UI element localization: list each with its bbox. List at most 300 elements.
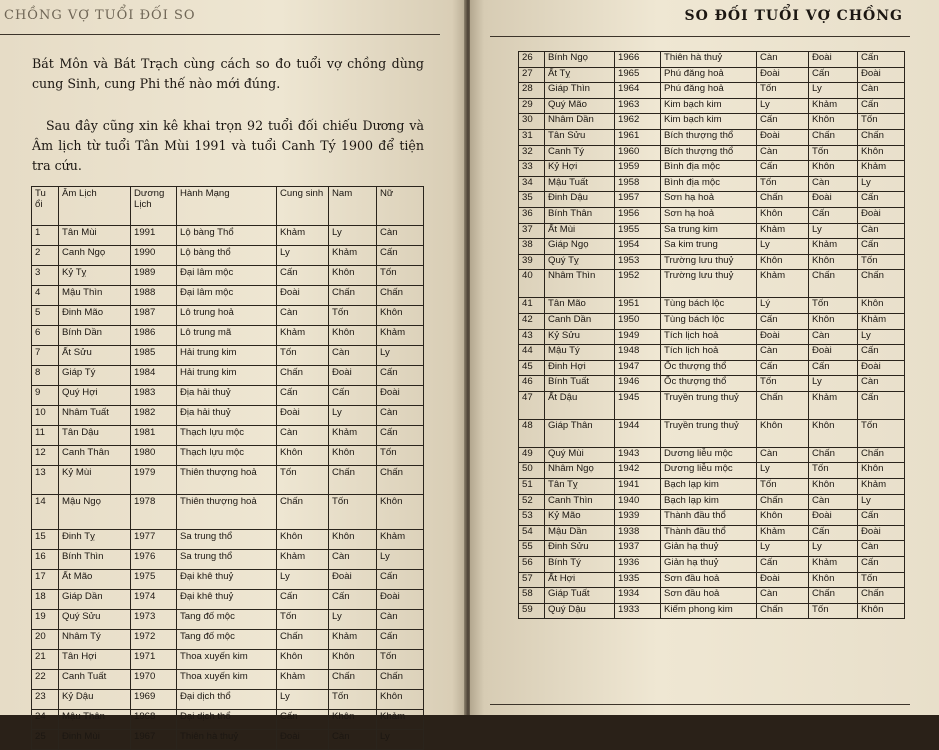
- cell-duong-lich: 1957: [615, 192, 661, 208]
- cell-am-lich: Bính Tý: [545, 557, 615, 573]
- cell-duong-lich: 1984: [131, 366, 177, 386]
- cell-am-lich: Đinh Mùi: [59, 730, 131, 750]
- table-row: [519, 603, 905, 619]
- table-row: [32, 590, 424, 610]
- cell-cung-sinh: Chấn: [757, 494, 809, 510]
- right-header-rule: [490, 36, 910, 37]
- cell-number: 14: [32, 495, 59, 530]
- left-age-table: [31, 186, 424, 750]
- cell-am-lich: Bính Thân: [545, 207, 615, 223]
- cell-am-lich: Quý Dậu: [545, 603, 615, 619]
- cell-number: 19: [32, 610, 59, 630]
- cell-am-lich: Mậu Tý: [545, 345, 615, 361]
- cell-number: 51: [519, 479, 545, 495]
- cell-duong-lich: 1963: [615, 98, 661, 114]
- cell-number: 10: [32, 406, 59, 426]
- cell-hanh-mang: Ốc thượng thổ: [661, 376, 757, 392]
- cell-nu: Đoài: [858, 67, 905, 83]
- cell-duong-lich: 1977: [131, 530, 177, 550]
- table-row: [32, 426, 424, 446]
- cell-nam: Đoài: [329, 570, 377, 590]
- cell-number: 7: [32, 346, 59, 366]
- cell-nu: Tốn: [858, 419, 905, 447]
- table-row: [32, 226, 424, 246]
- cell-duong-lich: 1973: [131, 610, 177, 630]
- cell-cung-sinh: Khảm: [277, 670, 329, 690]
- cell-nu: Ly: [858, 176, 905, 192]
- table-row: [32, 670, 424, 690]
- cell-nam: Ly: [329, 406, 377, 426]
- cell-am-lich: Ất Dậu: [545, 391, 615, 419]
- cell-hanh-mang: Sơn đầu hoả: [661, 572, 757, 588]
- cell-cung-sinh: Khảm: [757, 223, 809, 239]
- cell-nu: Cấn: [377, 426, 424, 446]
- table-row: [519, 391, 905, 419]
- cell-hanh-mang: Sa trung thổ: [177, 530, 277, 550]
- table-row: [519, 176, 905, 192]
- cell-am-lich: Đinh Mão: [59, 306, 131, 326]
- table-header-row: [32, 187, 424, 226]
- table-row: [32, 550, 424, 570]
- cell-number: 23: [32, 690, 59, 710]
- cell-nam: Khôn: [329, 266, 377, 286]
- col-header-hanh-mang: Hành Mạng: [177, 187, 277, 226]
- cell-duong-lich: 1964: [615, 83, 661, 99]
- cell-am-lich: Ất Sửu: [59, 346, 131, 366]
- cell-hanh-mang: Đại lâm mộc: [177, 266, 277, 286]
- table-row: [519, 114, 905, 130]
- cell-cung-sinh: Đoài: [757, 329, 809, 345]
- table-row: [519, 588, 905, 604]
- cell-nam: Ly: [329, 610, 377, 630]
- table-row: [519, 360, 905, 376]
- cell-am-lich: Quý Hợi: [59, 386, 131, 406]
- cell-hanh-mang: Thiên hà thuỷ: [177, 730, 277, 750]
- left-header-rule: [0, 34, 440, 35]
- table-row: [519, 376, 905, 392]
- cell-cung-sinh: Khảm: [757, 525, 809, 541]
- cell-number: 47: [519, 391, 545, 419]
- cell-cung-sinh: Khôn: [277, 446, 329, 466]
- cell-hanh-mang: Sơn hạ hoả: [661, 192, 757, 208]
- table-row: [519, 161, 905, 177]
- cell-hanh-mang: Sơn hạ hoả: [661, 207, 757, 223]
- cell-nam: Cấn: [809, 207, 858, 223]
- cell-number: 31: [519, 129, 545, 145]
- cell-nam: Ly: [809, 376, 858, 392]
- cell-nu: Khảm: [377, 530, 424, 550]
- cell-duong-lich: 1982: [131, 406, 177, 426]
- cell-nam: Cấn: [809, 525, 858, 541]
- cell-hanh-mang: Phú đăng hoả: [661, 67, 757, 83]
- cell-cung-sinh: Cấn: [757, 161, 809, 177]
- cell-number: 5: [32, 306, 59, 326]
- cell-cung-sinh: Chấn: [757, 192, 809, 208]
- cell-duong-lich: 1985: [131, 346, 177, 366]
- table-row: [519, 557, 905, 573]
- cell-cung-sinh: Cấn: [277, 386, 329, 406]
- cell-hanh-mang: Tùng bách lộc: [661, 298, 757, 314]
- cell-nam: Đoài: [809, 192, 858, 208]
- cell-cung-sinh: Chấn: [277, 630, 329, 650]
- cell-nam: Tốn: [809, 463, 858, 479]
- cell-cung-sinh: Khôn: [757, 419, 809, 447]
- cell-nam: Chấn: [809, 447, 858, 463]
- cell-hanh-mang: Đại dịch thổ: [177, 690, 277, 710]
- cell-nu: Tốn: [377, 650, 424, 670]
- cell-nam: Cấn: [329, 386, 377, 406]
- cell-cung-sinh: Càn: [757, 52, 809, 68]
- cell-nam: Tốn: [329, 690, 377, 710]
- cell-nam: Khảm: [329, 246, 377, 266]
- cell-number: 39: [519, 254, 545, 270]
- cell-cung-sinh: Khôn: [757, 207, 809, 223]
- cell-nam: Tốn: [809, 145, 858, 161]
- cell-cung-sinh: Đoài: [277, 406, 329, 426]
- table-row: [32, 650, 424, 670]
- cell-am-lich: Bính Tuất: [545, 376, 615, 392]
- cell-am-lich: Mậu Dần: [545, 525, 615, 541]
- cell-nu: Ly: [858, 494, 905, 510]
- cell-number: 40: [519, 270, 545, 298]
- cell-number: 38: [519, 239, 545, 255]
- cell-duong-lich: 1974: [131, 590, 177, 610]
- table-row: [32, 306, 424, 326]
- cell-number: 27: [519, 67, 545, 83]
- cell-cung-sinh: Đoài: [277, 286, 329, 306]
- cell-hanh-mang: Địa hải thuỷ: [177, 406, 277, 426]
- cell-nu: Càn: [377, 406, 424, 426]
- cell-nu: Cấn: [858, 52, 905, 68]
- cell-hanh-mang: Tùng bách lộc: [661, 313, 757, 329]
- cell-cung-sinh: Tốn: [757, 479, 809, 495]
- cell-nam: Khảm: [809, 98, 858, 114]
- cell-cung-sinh: Chấn: [757, 391, 809, 419]
- right-age-table: [518, 51, 905, 619]
- cell-duong-lich: 1933: [615, 603, 661, 619]
- col-header-cung-sinh: Cung sinh: [277, 187, 329, 226]
- cell-nu: Tốn: [377, 446, 424, 466]
- right-running-header: SO ĐỐI TUỔI VỢ CHỒNG: [684, 8, 903, 24]
- cell-duong-lich: 1936: [615, 557, 661, 573]
- table-row: [32, 730, 424, 750]
- cell-nam: Ly: [809, 223, 858, 239]
- table-row: [32, 466, 424, 495]
- cell-am-lich: Mậu Thân: [59, 710, 131, 730]
- cell-nam: Đoài: [809, 345, 858, 361]
- cell-number: 26: [519, 52, 545, 68]
- cell-nu: Cấn: [377, 366, 424, 386]
- cell-nu: Chấn: [858, 129, 905, 145]
- cell-number: 2: [32, 246, 59, 266]
- cell-number: 29: [519, 98, 545, 114]
- cell-duong-lich: 1959: [615, 161, 661, 177]
- cell-am-lich: Canh Thân: [59, 446, 131, 466]
- table-row: [32, 446, 424, 466]
- cell-nu: Ly: [377, 730, 424, 750]
- cell-am-lich: Đinh Sửu: [545, 541, 615, 557]
- cell-nu: Đoài: [377, 590, 424, 610]
- cell-duong-lich: 1954: [615, 239, 661, 255]
- cell-nam: Khôn: [809, 313, 858, 329]
- table-row: [519, 145, 905, 161]
- cell-cung-sinh: Khảm: [277, 326, 329, 346]
- cell-hanh-mang: Phú đăng hoả: [661, 83, 757, 99]
- left-table-body: [32, 226, 424, 750]
- table-row: [519, 525, 905, 541]
- cell-duong-lich: 1958: [615, 176, 661, 192]
- cell-cung-sinh: Tốn: [277, 610, 329, 630]
- cell-number: 34: [519, 176, 545, 192]
- cell-am-lich: Nhâm Dần: [545, 114, 615, 130]
- cell-hanh-mang: Thiên thượng hoả: [177, 495, 277, 530]
- cell-hanh-mang: Tích lịch hoả: [661, 345, 757, 361]
- cell-hanh-mang: Bình địa mộc: [661, 176, 757, 192]
- col-header-nu: Nữ: [377, 187, 424, 226]
- cell-number: 48: [519, 419, 545, 447]
- cell-number: 45: [519, 360, 545, 376]
- table-row: [519, 223, 905, 239]
- cell-cung-sinh: Cấn: [757, 114, 809, 130]
- cell-cung-sinh: Tốn: [757, 83, 809, 99]
- cell-hanh-mang: Giản hạ thuỷ: [661, 541, 757, 557]
- cell-am-lich: Đinh Tỵ: [59, 530, 131, 550]
- cell-nu: Chấn: [377, 286, 424, 306]
- cell-number: 54: [519, 525, 545, 541]
- cell-duong-lich: 1953: [615, 254, 661, 270]
- cell-number: 59: [519, 603, 545, 619]
- cell-cung-sinh: Đoài: [277, 730, 329, 750]
- table-row: [519, 479, 905, 495]
- cell-duong-lich: 1952: [615, 270, 661, 298]
- cell-nam: Ly: [809, 541, 858, 557]
- cell-hanh-mang: Sơn đầu hoả: [661, 588, 757, 604]
- table-row: [519, 345, 905, 361]
- cell-number: 53: [519, 510, 545, 526]
- cell-cung-sinh: Cấn: [757, 313, 809, 329]
- cell-nu: Khảm: [858, 479, 905, 495]
- cell-number: 42: [519, 313, 545, 329]
- cell-nu: Đoài: [858, 207, 905, 223]
- cell-hanh-mang: Đại khê thuỷ: [177, 590, 277, 610]
- cell-nu: Càn: [377, 610, 424, 630]
- table-row: [519, 207, 905, 223]
- cell-number: 33: [519, 161, 545, 177]
- cell-nam: Khôn: [809, 419, 858, 447]
- cell-duong-lich: 1972: [131, 630, 177, 650]
- cell-nu: Cấn: [377, 246, 424, 266]
- cell-am-lich: Quý Sửu: [59, 610, 131, 630]
- cell-nu: Chấn: [377, 466, 424, 495]
- cell-am-lich: Quý Tỵ: [545, 254, 615, 270]
- cell-duong-lich: 1948: [615, 345, 661, 361]
- cell-nam: Càn: [809, 494, 858, 510]
- cell-am-lich: Quý Mùi: [545, 447, 615, 463]
- cell-hanh-mang: Lô trung mã: [177, 326, 277, 346]
- cell-nam: Càn: [329, 550, 377, 570]
- table-row: [519, 298, 905, 314]
- cell-number: 49: [519, 447, 545, 463]
- cell-nu: Khôn: [377, 306, 424, 326]
- cell-number: 15: [32, 530, 59, 550]
- cell-nam: Chấn: [809, 270, 858, 298]
- cell-hanh-mang: Kim bạch kim: [661, 98, 757, 114]
- cell-cung-sinh: Khảm: [277, 226, 329, 246]
- cell-nu: Khảm: [858, 161, 905, 177]
- cell-number: 56: [519, 557, 545, 573]
- table-row: [32, 710, 424, 730]
- cell-nu: Cấn: [858, 239, 905, 255]
- cell-number: 52: [519, 494, 545, 510]
- cell-hanh-mang: Bạch lạp kim: [661, 479, 757, 495]
- cell-am-lich: Kỷ Tỵ: [59, 266, 131, 286]
- cell-hanh-mang: Kiếm phong kim: [661, 603, 757, 619]
- cell-nu: Càn: [858, 83, 905, 99]
- cell-number: 20: [32, 630, 59, 650]
- cell-cung-sinh: Đoài: [757, 129, 809, 145]
- table-row: [519, 419, 905, 447]
- cell-duong-lich: 1986: [131, 326, 177, 346]
- cell-hanh-mang: Lộ bàng Thổ: [177, 226, 277, 246]
- cell-cung-sinh: Càn: [757, 145, 809, 161]
- table-row: [32, 386, 424, 406]
- cell-am-lich: Đinh Dậu: [545, 192, 615, 208]
- cell-am-lich: Tân Tỵ: [545, 479, 615, 495]
- cell-cung-sinh: Cấn: [277, 266, 329, 286]
- cell-nu: Khôn: [858, 603, 905, 619]
- cell-nam: Chấn: [329, 286, 377, 306]
- cell-duong-lich: 1980: [131, 446, 177, 466]
- cell-nam: Đoài: [809, 510, 858, 526]
- cell-duong-lich: 1938: [615, 525, 661, 541]
- cell-nu: Cấn: [858, 510, 905, 526]
- cell-nu: Ly: [858, 329, 905, 345]
- cell-hanh-mang: Bích thượng thổ: [661, 145, 757, 161]
- right-footer-rule: [490, 704, 910, 705]
- cell-number: 6: [32, 326, 59, 346]
- cell-am-lich: Kỷ Dậu: [59, 690, 131, 710]
- cell-cung-sinh: Khôn: [277, 530, 329, 550]
- left-running-header: CHỒNG VỢ TUỔI ĐỐI SO: [4, 8, 196, 23]
- cell-nu: Chấn: [858, 270, 905, 298]
- cell-nu: Chấn: [858, 447, 905, 463]
- cell-duong-lich: 1971: [131, 650, 177, 670]
- cell-nu: Càn: [377, 226, 424, 246]
- cell-nam: Càn: [329, 346, 377, 366]
- cell-nu: Đoài: [858, 360, 905, 376]
- cell-hanh-mang: Ốc thượng thổ: [661, 360, 757, 376]
- cell-hanh-mang: Đại khê thuỷ: [177, 570, 277, 590]
- cell-nam: Chấn: [809, 588, 858, 604]
- cell-hanh-mang: Thành đầu thổ: [661, 510, 757, 526]
- cell-am-lich: Canh Tuất: [59, 670, 131, 690]
- cell-nu: Khôn: [858, 298, 905, 314]
- cell-duong-lich: 1970: [131, 670, 177, 690]
- table-row: [519, 254, 905, 270]
- cell-hanh-mang: Thành đầu thổ: [661, 525, 757, 541]
- cell-cung-sinh: Ly: [277, 570, 329, 590]
- table-row: [32, 406, 424, 426]
- cell-cung-sinh: Cấn: [757, 557, 809, 573]
- cell-duong-lich: 1945: [615, 391, 661, 419]
- cell-am-lich: Tân Dậu: [59, 426, 131, 446]
- table-row: [32, 530, 424, 550]
- cell-nam: Khôn: [809, 161, 858, 177]
- cell-nam: Khôn: [809, 114, 858, 130]
- cell-cung-sinh: Tốn: [277, 346, 329, 366]
- cell-duong-lich: 1955: [615, 223, 661, 239]
- col-header-tuoi: Tu ổi: [32, 187, 59, 226]
- cell-nam: Khôn: [809, 254, 858, 270]
- cell-nam: Tốn: [809, 603, 858, 619]
- cell-hanh-mang: Truyền trung thuỷ: [661, 419, 757, 447]
- table-row: [519, 52, 905, 68]
- cell-am-lich: Mậu Tuất: [545, 176, 615, 192]
- cell-number: 9: [32, 386, 59, 406]
- cell-nu: Chấn: [858, 588, 905, 604]
- cell-number: 55: [519, 541, 545, 557]
- cell-nu: Ly: [377, 550, 424, 570]
- cell-hanh-mang: Sa trung thổ: [177, 550, 277, 570]
- table-row: [519, 239, 905, 255]
- cell-hanh-mang: Giản hạ thuỷ: [661, 557, 757, 573]
- cell-cung-sinh: Ly: [277, 690, 329, 710]
- cell-nam: Cấn: [329, 590, 377, 610]
- table-row: [32, 246, 424, 266]
- cell-nu: Tốn: [858, 114, 905, 130]
- cell-duong-lich: 1956: [615, 207, 661, 223]
- cell-number: 30: [519, 114, 545, 130]
- cell-nu: Càn: [858, 541, 905, 557]
- cell-cung-sinh: Khôn: [757, 254, 809, 270]
- cell-duong-lich: 1987: [131, 306, 177, 326]
- cell-cung-sinh: Ly: [757, 463, 809, 479]
- col-header-duong-lich: Dương Lịch: [131, 187, 177, 226]
- cell-cung-sinh: Cấn: [757, 360, 809, 376]
- cell-duong-lich: 1983: [131, 386, 177, 406]
- cell-am-lich: Ất Tỵ: [545, 67, 615, 83]
- cell-am-lich: Tân Hợi: [59, 650, 131, 670]
- cell-hanh-mang: Lộ bàng thổ: [177, 246, 277, 266]
- cell-number: 21: [32, 650, 59, 670]
- cell-am-lich: Bính Thìn: [59, 550, 131, 570]
- cell-am-lich: Nhâm Thìn: [545, 270, 615, 298]
- cell-nam: Đoài: [329, 366, 377, 386]
- cell-nam: Đoài: [809, 52, 858, 68]
- cell-am-lich: Mậu Thìn: [59, 286, 131, 306]
- cell-number: 16: [32, 550, 59, 570]
- cell-hanh-mang: Truyền trung thuỷ: [661, 391, 757, 419]
- cell-am-lich: Bính Dần: [59, 326, 131, 346]
- table-row: [32, 266, 424, 286]
- cell-cung-sinh: Khôn: [757, 510, 809, 526]
- cell-nam: Cấn: [809, 67, 858, 83]
- table-row: [519, 192, 905, 208]
- table-row: [519, 313, 905, 329]
- cell-hanh-mang: Sa kim trung: [661, 239, 757, 255]
- cell-hanh-mang: Kim bạch kim: [661, 114, 757, 130]
- cell-duong-lich: 1989: [131, 266, 177, 286]
- table-row: [519, 129, 905, 145]
- cell-am-lich: Kỷ Hợi: [545, 161, 615, 177]
- cell-number: 37: [519, 223, 545, 239]
- cell-am-lich: Canh Dần: [545, 313, 615, 329]
- cell-duong-lich: 1969: [131, 690, 177, 710]
- cell-am-lich: Bính Ngọ: [545, 52, 615, 68]
- table-row: [32, 610, 424, 630]
- cell-number: 4: [32, 286, 59, 306]
- cell-hanh-mang: Dương liễu mộc: [661, 463, 757, 479]
